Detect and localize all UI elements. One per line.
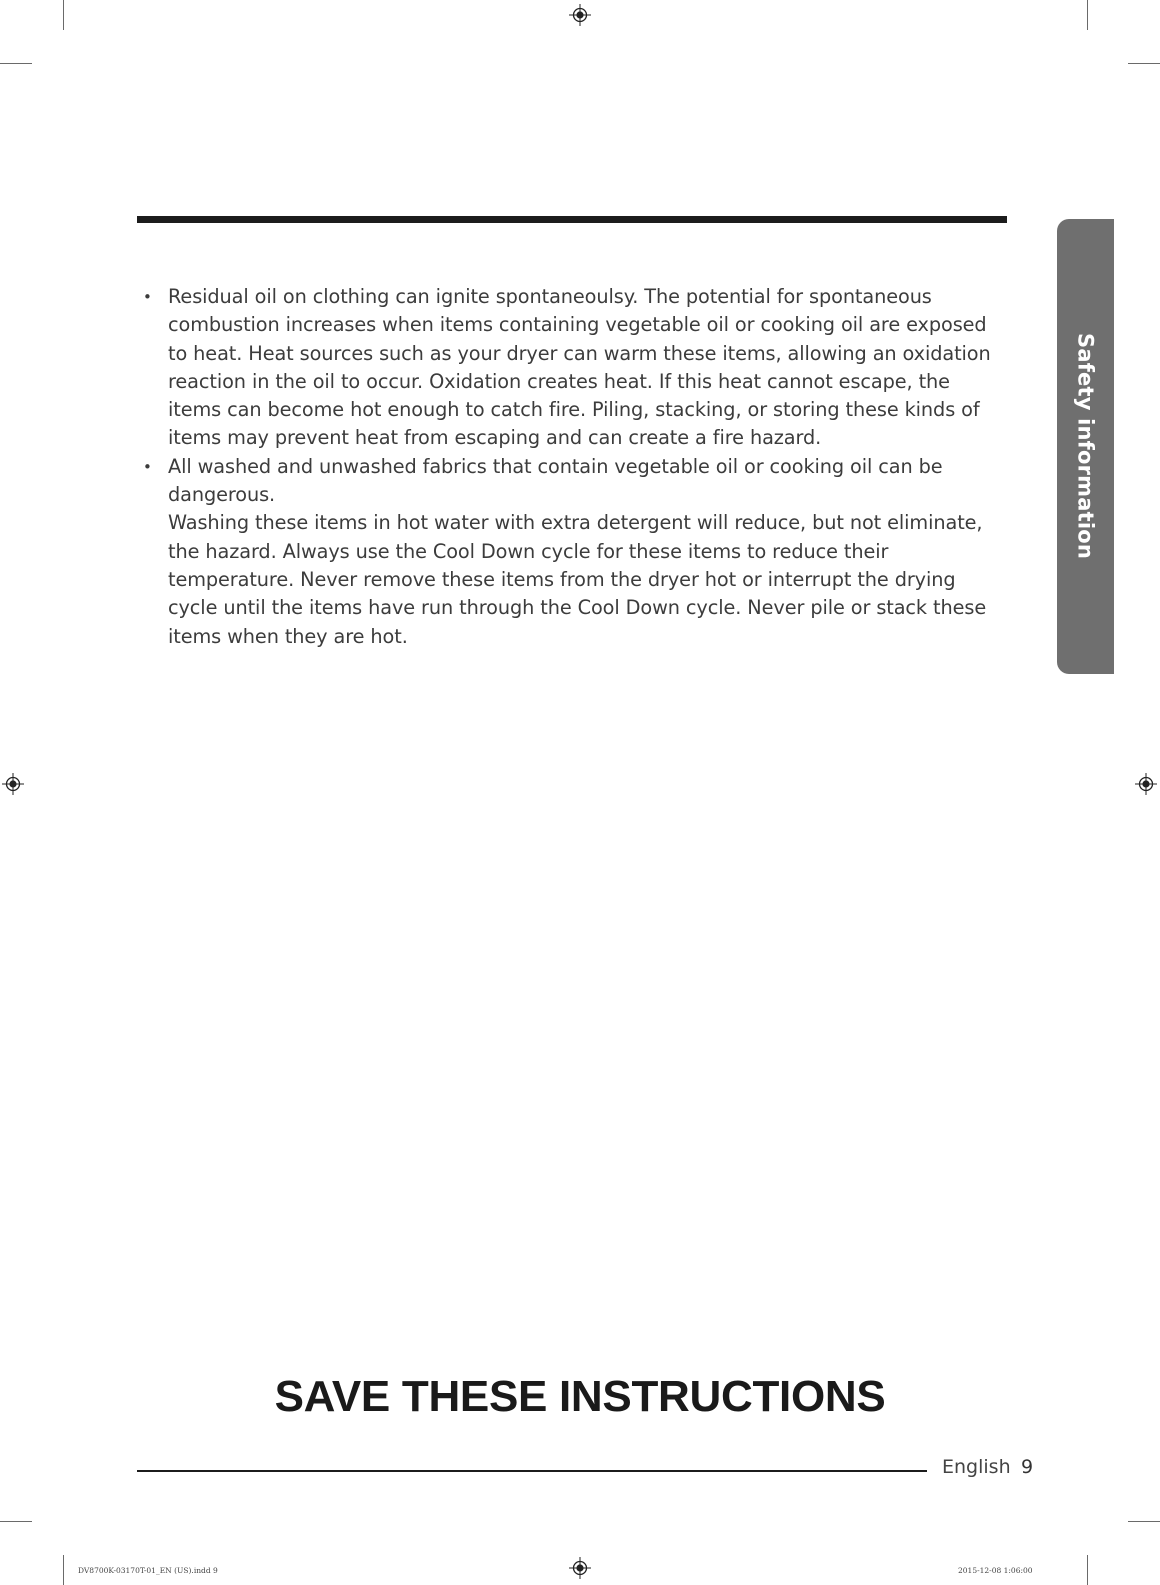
crop-mark-bottom-left (63, 1555, 64, 1585)
crop-mark-right-upper (1128, 63, 1160, 64)
crop-mark-bottom-right (1087, 1555, 1088, 1585)
registration-mark-top-icon (569, 4, 591, 26)
crop-mark-top-right (1087, 0, 1088, 30)
bottom-rule (137, 1470, 927, 1472)
bullet-paragraph: Washing these items in hot water with extra detergent will reduce, but not eliminate, the hazard. Always use the Cool Down cycle for these items to reduce their temperature. Never remove these items from the dryer hot or interrupt the drying cycle until the items have run through the Cool Down cycle. Never pile or stack these items when they are hot. (168, 511, 987, 648)
section-side-tab-label: Safety information (1073, 333, 1098, 560)
crop-mark-left-upper (0, 63, 32, 64)
safety-bullet-list (140, 283, 1000, 651)
registration-mark-right-icon (1135, 773, 1157, 795)
print-slug-file: DV8700K-03170T-01_EN (US).indd 9 (78, 1566, 218, 1575)
registration-mark-bottom-icon (569, 1557, 591, 1579)
footer-language: English (942, 1456, 1011, 1478)
bullet-dot-icon: • (143, 457, 152, 476)
bullet-dot-icon: • (143, 288, 152, 306)
registration-mark-left-icon (2, 773, 24, 795)
save-instructions-heading: SAVE THESE INSTRUCTIONS (274, 1372, 886, 1421)
bullet-paragraph: All washed and unwashed fabrics that contain vegetable oil or cooking oil can be dangerous. (168, 454, 943, 507)
bullet-paragraph: Residual oil on clothing can ignite spontaneoulsy. The potential for spontaneous combustion increases when items containing vegetable oil or cooking oil are exposed to heat. Heat sources such as your dryer can warm these items, allowing an oxidation reaction in the oil to occur. Oxidation creates heat. If this heat cannot escape, the items can become hot enough to catch fire. Piling, stacking, or storing these kinds of items may prevent heat from escaping and can create a fire hazard. (168, 285, 991, 450)
crop-mark-left-lower (0, 1521, 32, 1522)
bullet-item (140, 283, 1000, 453)
page-number: 9 (1021, 1456, 1034, 1478)
print-slug-date: 2015-12-08 1:06:00 (958, 1566, 1033, 1575)
section-side-tab (1057, 219, 1114, 674)
bullet-item (140, 453, 1000, 651)
crop-mark-right-lower (1128, 1521, 1160, 1522)
crop-mark-top-left (63, 0, 64, 30)
top-rule (137, 216, 1007, 223)
